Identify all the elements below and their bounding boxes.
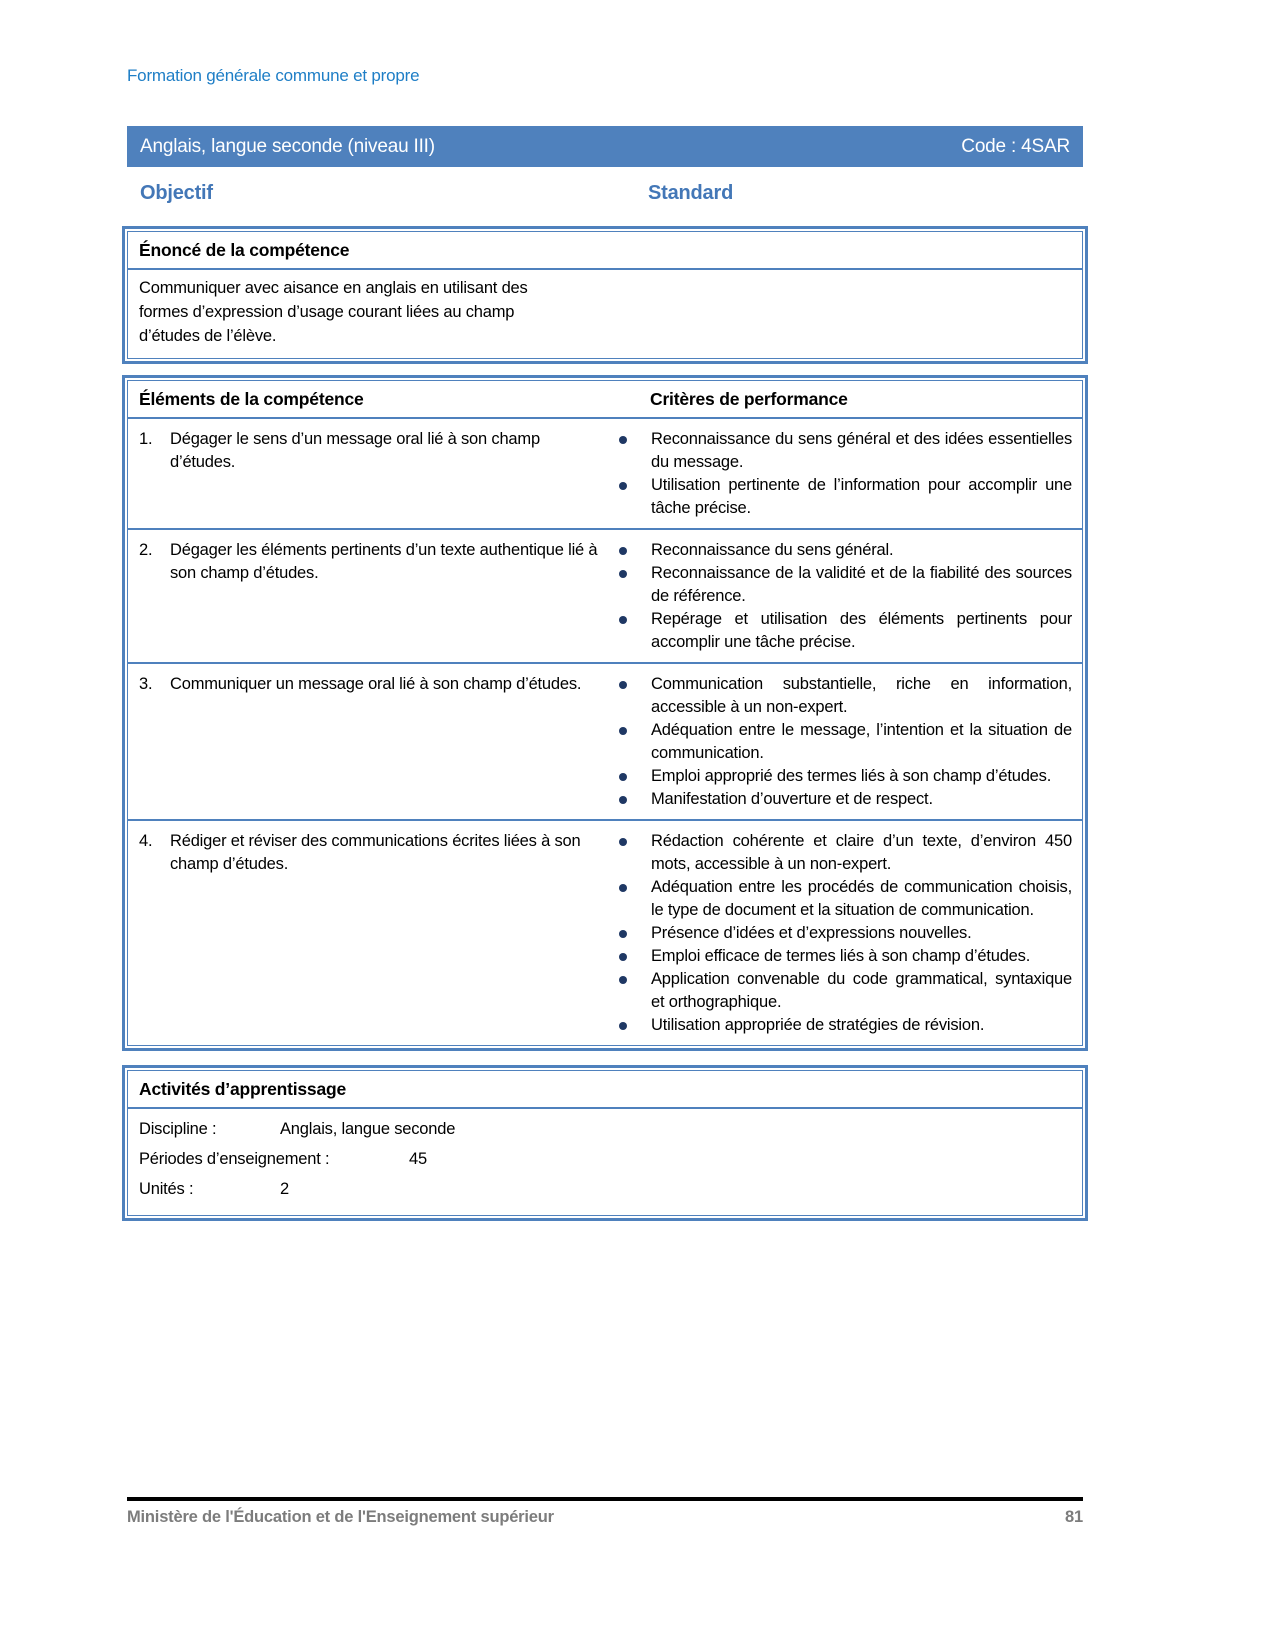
table-row: [128, 662, 1082, 819]
criterion-text: Utilisation pertinente de l’information pour accomplir une tâche précise.: [651, 476, 1072, 517]
bullet-icon: [619, 547, 627, 555]
criterion-item: [616, 608, 1072, 654]
criterion-item: [616, 922, 1072, 945]
bullet-icon: [619, 570, 627, 578]
element-cell: [128, 419, 616, 528]
element-text: Dégager les éléments pertinents d’un texte authentique lié à son champ d’études.: [170, 541, 598, 582]
criterion-text: Reconnaissance du sens général et des idées essentielles du message.: [651, 430, 1072, 471]
activity-row: [139, 1114, 1071, 1144]
activity-row: [139, 1144, 1071, 1174]
criterion-text: Application convenable du code grammatical, syntaxique et orthographique.: [651, 970, 1072, 1011]
enonce-title: Énoncé de la compétence: [128, 232, 1082, 270]
bullet-icon: [619, 727, 627, 735]
bullet-icon: [619, 796, 627, 804]
element-number: 2.: [139, 541, 153, 559]
table-header-row: [128, 381, 1082, 419]
criterion-item: [616, 945, 1072, 968]
bullet-icon: [619, 616, 627, 624]
page-content: [127, 0, 1083, 1216]
page-footer: [127, 1497, 1083, 1527]
element-text: Rédiger et réviser des communications écrites liées à son champ d’études.: [170, 832, 581, 873]
criterion-item: [616, 428, 1072, 474]
activity-value: 45: [409, 1150, 427, 1168]
criterion-item: [616, 539, 1072, 562]
bullet-icon: [619, 482, 627, 490]
criterion-item: [616, 876, 1072, 922]
bullet-icon: [619, 838, 627, 846]
standard-heading: Standard: [648, 182, 734, 204]
footer-ministry-text: Ministère de l'Éducation et de l'Enseignement supérieur: [127, 1508, 554, 1526]
element-number: 3.: [139, 675, 153, 693]
course-title: Anglais, langue seconde (niveau III): [140, 135, 435, 157]
activity-label: Unités :: [139, 1180, 194, 1198]
criterion-text: Repérage et utilisation des éléments pertinents pour accomplir une tâche précise.: [651, 610, 1072, 651]
page-number: 81: [1065, 1508, 1083, 1526]
element-cell: [128, 821, 616, 1045]
bullet-icon: [619, 773, 627, 781]
bullet-icon: [619, 1022, 627, 1030]
criterion-item: [616, 788, 1072, 811]
criterion-item: [616, 719, 1072, 765]
criterion-item: [616, 1014, 1072, 1037]
section-eyebrow-title: Formation générale commune et propre: [127, 66, 420, 85]
element-text: Communiquer un message oral lié à son champ d’études.: [170, 675, 582, 693]
criterion-text: Reconnaissance de la validité et de la fiabilité des sources de référence.: [651, 564, 1072, 605]
criterion-text: Utilisation appropriée de stratégies de révision.: [651, 1016, 985, 1034]
criterion-item: [616, 562, 1072, 608]
table-row: [128, 419, 1082, 528]
criterion-text: Emploi approprié des termes liés à son champ d’études.: [651, 767, 1052, 785]
criterion-item: [616, 765, 1072, 788]
bullet-icon: [619, 953, 627, 961]
element-cell: [128, 664, 616, 819]
activity-value: 2: [280, 1180, 289, 1198]
bullet-icon: [619, 681, 627, 689]
activity-label: Périodes d’enseignement :: [139, 1150, 330, 1168]
criterion-text: Emploi efficace de termes liés à son champ d’études.: [651, 947, 1031, 965]
elements-column-header: Éléments de la compétence: [139, 389, 364, 409]
element-number: 1.: [139, 430, 153, 448]
criteria-cell: [616, 530, 1082, 662]
objectif-heading: Objectif: [140, 182, 213, 204]
activites-title: Activités d’apprentissage: [128, 1071, 1082, 1109]
criterion-item: [616, 968, 1072, 1014]
criterion-text: Manifestation d’ouverture et de respect.: [651, 790, 933, 808]
course-code: Code : 4SAR: [961, 135, 1070, 157]
activites-box: [127, 1070, 1083, 1216]
bullet-icon: [619, 930, 627, 938]
activity-label: Discipline :: [139, 1120, 217, 1138]
course-banner: [127, 126, 1083, 167]
criterion-text: Adéquation entre les procédés de communication choisis, le type de document et la situation de communication.: [651, 878, 1072, 919]
bullet-icon: [619, 976, 627, 984]
criteria-cell: [616, 664, 1082, 819]
activites-body: [128, 1109, 1082, 1215]
criterion-item: [616, 830, 1072, 876]
criterion-text: Rédaction cohérente et claire d’un texte, d’environ 450 mots, accessible à un non-expert.: [651, 832, 1072, 873]
element-text: Dégager le sens d’un message oral lié à son champ d’études.: [170, 430, 540, 471]
enonce-body: Communiquer avec aisance en anglais en utilisant des formes d’expression d’usage courant liées au champ d’études de l’élève.: [139, 279, 528, 345]
bullet-icon: [619, 436, 627, 444]
enonce-box: [127, 231, 1083, 359]
element-number: 4.: [139, 832, 153, 850]
table-row: [128, 819, 1082, 1045]
table-body: [128, 419, 1082, 1045]
table-row: [128, 528, 1082, 662]
criterion-text: Adéquation entre le message, l’intention et la situation de communication.: [651, 721, 1072, 762]
criteria-cell: [616, 821, 1082, 1045]
activity-value: Anglais, langue seconde: [280, 1120, 456, 1138]
criterion-text: Présence d’idées et d’expressions nouvelles.: [651, 924, 972, 942]
column-headings: [127, 182, 1083, 212]
criterion-text: Communication substantielle, riche en information, accessible à un non-expert.: [651, 675, 1072, 716]
competence-table: [127, 380, 1083, 1046]
criteria-cell: [616, 419, 1082, 528]
criterion-text: Reconnaissance du sens général.: [651, 541, 894, 559]
criterion-item: [616, 474, 1072, 520]
activity-row: [139, 1174, 1071, 1204]
element-cell: [128, 530, 616, 662]
criterion-item: [616, 673, 1072, 719]
bullet-icon: [619, 884, 627, 892]
criteres-column-header: Critères de performance: [650, 389, 848, 409]
